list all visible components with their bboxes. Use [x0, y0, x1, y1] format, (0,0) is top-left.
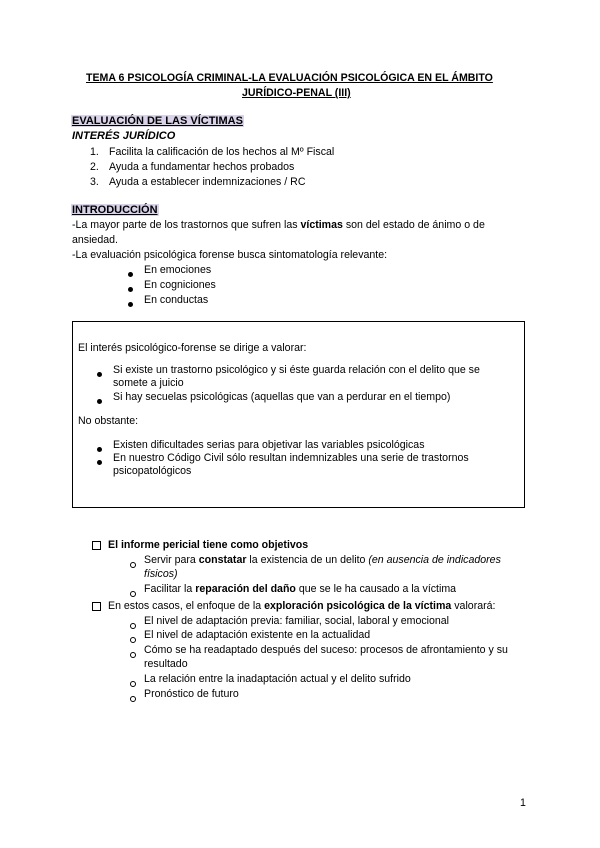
page-title-line1: TEMA 6 PSICOLOGÍA CRIMINAL-LA EVALUACIÓN PSICOLÓGICA EN EL ÁMBITO [86, 72, 493, 84]
text-run: En estos casos, el enfoque de la [108, 600, 265, 612]
numbered-item-text: Ayuda a fundamentar hechos probados [109, 161, 295, 173]
numbered-item [90, 146, 99, 158]
bullet-item [128, 268, 133, 280]
bullet-text: En emociones [144, 264, 212, 276]
text-run: -La mayor parte de los trastornos que sufren las [72, 219, 301, 231]
intro-paragraph-2: -La evaluación psicológica forense busca sintomatología relevante: [72, 249, 388, 261]
bullet-icon [128, 272, 133, 277]
circle-bullet-icon [130, 591, 136, 597]
circle-bullet-icon [130, 681, 136, 687]
checkbox[interactable] [92, 541, 101, 553]
note-bullet-text: Si existe un trastorno psicológico y si éste guarda relación con el delito que se [113, 364, 480, 376]
bullet-item [97, 395, 102, 407]
text-run-italic: (en ausencia de indicadores [368, 554, 501, 566]
circle-bullet-icon [130, 696, 136, 702]
bullet-icon [128, 302, 133, 307]
circle-bullet [130, 588, 136, 600]
circle-bullet [130, 693, 136, 705]
text-run-bold: reparación del daño [195, 583, 296, 595]
sub-item-text [144, 554, 501, 566]
note-bullet-text: Existen dificultades serias para objetivar las variables psicológicas [113, 439, 425, 451]
bullet-item [97, 443, 102, 455]
sub-item-text: El nivel de adaptación existente en la actualidad [144, 629, 371, 641]
note-however: No obstante: [78, 415, 139, 427]
circle-bullet [130, 559, 136, 571]
bullet-item [97, 456, 102, 468]
page-title-line2: JURÍDICO-PENAL (III) [242, 87, 351, 99]
note-bullet-text: En nuestro Código Civil sólo resultan indemnizables una serie de trastornos [113, 452, 469, 464]
bullet-icon [128, 287, 133, 292]
checkbox-icon[interactable] [92, 541, 101, 550]
numbered-item [90, 161, 99, 173]
bullet-text: En cogniciones [144, 279, 216, 291]
sub-item-text: Cómo se ha readaptado después del suceso: procesos de afrontamiento y su [144, 644, 508, 656]
sub-item-text: La relación entre la inadaptación actual y el delito sufrido [144, 673, 411, 685]
text-run-italic: físicos) [144, 568, 178, 580]
item-number: 1. [90, 146, 99, 158]
text-run: Facilitar la [144, 583, 196, 595]
checkbox[interactable] [92, 602, 101, 614]
item-number: 2. [90, 161, 99, 173]
item-number: 3. [90, 176, 99, 188]
bullet-icon [97, 460, 102, 465]
bullet-item [128, 283, 133, 295]
circle-bullet [130, 649, 136, 661]
sub-item-text [144, 583, 456, 595]
numbered-item-text: Ayuda a establecer indemnizaciones / RC [109, 176, 306, 188]
bullet-icon [97, 399, 102, 404]
page-number: 1 [520, 797, 526, 809]
subheading-legal-interest: INTERÉS JURÍDICO [72, 130, 176, 142]
sub-item-text-cont [144, 568, 178, 580]
circle-bullet [130, 634, 136, 646]
section-heading-intro: INTRODUCCIÓN [72, 204, 158, 216]
note-intro: El interés psicológico-forense se dirige a valorar: [78, 342, 307, 354]
intro-paragraph-1-cont: ansiedad. [72, 234, 118, 246]
bullet-item [128, 298, 133, 310]
sub-item-text-cont: resultado [144, 658, 188, 670]
sub-item-text: El nivel de adaptación previa: familiar, social, laboral y emocional [144, 615, 450, 627]
numbered-item [90, 176, 99, 188]
note-bullet-text-cont: somete a juicio [113, 377, 184, 389]
circle-bullet-icon [130, 623, 136, 629]
checkbox-icon[interactable] [92, 602, 101, 611]
note-bullet-text: Si hay secuelas psicológicas (aquellas que van a perdurar en el tiempo) [113, 391, 451, 403]
bullet-icon [97, 447, 102, 452]
bullet-icon [97, 372, 102, 377]
note-bullet-text-cont: psicopatológicos [113, 465, 192, 477]
bullet-item [97, 368, 102, 380]
circle-bullet [130, 678, 136, 690]
text-run: que se le ha causado a la víctima [295, 583, 457, 595]
numbered-item-text: Facilita la calificación de los hechos al Mº Fiscal [109, 146, 335, 158]
bullet-text: En conductas [144, 294, 209, 306]
circle-bullet-icon [130, 637, 136, 643]
sub-item-text: Pronóstico de futuro [144, 688, 239, 700]
text-run: Servir para [144, 554, 199, 566]
checklist-label [108, 600, 495, 612]
text-run: valorará: [451, 600, 496, 612]
circle-bullet-icon [130, 562, 136, 568]
intro-paragraph-1 [72, 219, 485, 231]
checklist-label: El informe pericial tiene como objetivos [108, 539, 309, 551]
text-run-bold: exploración psicológica de la víctima [264, 600, 452, 612]
text-run-bold: constatar [198, 554, 247, 566]
circle-bullet-icon [130, 652, 136, 658]
text-run: la existencia de un delito [246, 554, 369, 566]
circle-bullet [130, 620, 136, 632]
text-run: son del estado de ánimo o de [342, 219, 485, 231]
text-run-bold: víctimas [300, 219, 343, 231]
section-heading-victims: EVALUACIÓN DE LAS VÍCTIMAS [72, 115, 243, 127]
